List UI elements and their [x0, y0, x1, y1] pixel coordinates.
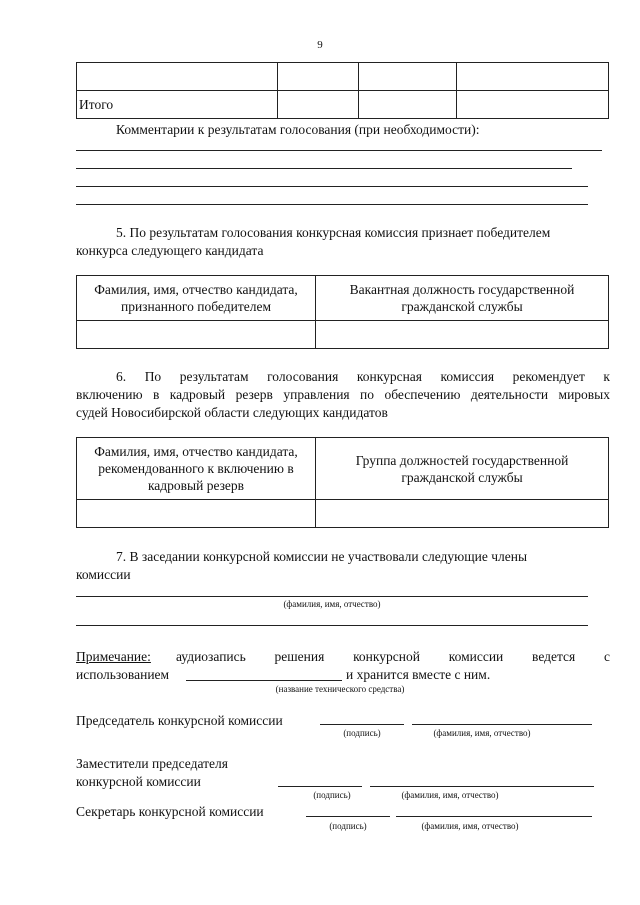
section6-text: 6. По результатам голосования конкурсная комиссия рекомендует к	[116, 369, 610, 384]
fio-caption: (фамилия, имя, отчество)	[421, 821, 519, 831]
secretary-label: Секретарь конкурсной комиссии	[76, 804, 264, 819]
fio-caption: (фамилия, имя, отчество)	[433, 728, 531, 738]
sign-caption: (подпись)	[329, 821, 367, 831]
table-cell[interactable]	[316, 321, 609, 349]
total-label: Итого	[77, 91, 278, 119]
absent-members-line[interactable]	[76, 625, 588, 626]
reserve-col-group: Группа должностей государственной гражданской службы	[316, 438, 609, 500]
reserve-table	[76, 437, 609, 528]
winner-table	[76, 275, 609, 349]
secretary-fio-line[interactable]	[396, 816, 592, 817]
sign-caption: (подпись)	[313, 790, 351, 800]
chair-signature-line[interactable]	[320, 724, 404, 725]
comment-line[interactable]	[76, 186, 588, 187]
secretary-signature-line[interactable]	[306, 816, 390, 817]
comments-label: Комментарии к результатам голосования (при необходимости):	[116, 122, 480, 137]
reserve-col-fio: Фамилия, имя, отчество кандидата, рекомендованного к включению в кадровый резерв	[77, 438, 316, 500]
table-cell[interactable]	[77, 321, 316, 349]
device-name-line[interactable]	[186, 680, 342, 681]
device-caption: (название технического средства)	[275, 684, 405, 694]
section7-text: комиссии	[76, 567, 131, 582]
winner-col-fio: Фамилия, имя, отчество кандидата, признанного победителем	[77, 276, 316, 321]
note-label: Примечание:	[76, 649, 151, 664]
section6-text: судей Новосибирской области следующих кандидатов	[76, 405, 388, 420]
deputy-label: Заместители председателя	[76, 756, 228, 771]
table-cell	[457, 63, 609, 91]
comment-line[interactable]	[76, 168, 572, 169]
table-cell	[278, 91, 359, 119]
fio-caption: (фамилия, имя, отчество)	[283, 599, 381, 609]
chair-label: Председатель конкурсной комиссии	[76, 713, 283, 728]
deputy-signature-line[interactable]	[278, 786, 362, 787]
voting-results-table	[76, 62, 609, 119]
section6-text: включению в кадровый резерв управления по обеспечению деятельности мировых	[76, 387, 610, 402]
table-cell	[77, 63, 278, 91]
table-cell[interactable]	[316, 500, 609, 528]
note-text: и хранится вместе с ним.	[346, 667, 491, 682]
table-cell	[278, 63, 359, 91]
sign-caption: (подпись)	[343, 728, 381, 738]
comment-line[interactable]	[76, 204, 588, 205]
chair-fio-line[interactable]	[412, 724, 592, 725]
deputy-label: конкурсной комиссии	[76, 774, 201, 789]
note-text: использованием	[76, 667, 170, 682]
table-cell	[457, 91, 609, 119]
winner-col-position: Вакантная должность государственной гражданской службы	[316, 276, 609, 321]
section5-text: 5. По результатам голосования конкурсная комиссия признает победителем	[116, 225, 551, 240]
page-number: 9	[317, 39, 323, 51]
section7-text: 7. В заседании конкурсной комиссии не участвовали следующие члены	[116, 549, 528, 564]
note-text: аудиозапись решения конкурсной комиссии ведется с	[176, 649, 610, 664]
table-cell[interactable]	[77, 500, 316, 528]
absent-members-line[interactable]	[76, 596, 588, 597]
table-cell	[359, 63, 457, 91]
comment-line[interactable]	[76, 150, 602, 151]
deputy-fio-line[interactable]	[370, 786, 594, 787]
section5-text: конкурса следующего кандидата	[76, 243, 264, 258]
table-cell	[359, 91, 457, 119]
fio-caption: (фамилия, имя, отчество)	[401, 790, 499, 800]
